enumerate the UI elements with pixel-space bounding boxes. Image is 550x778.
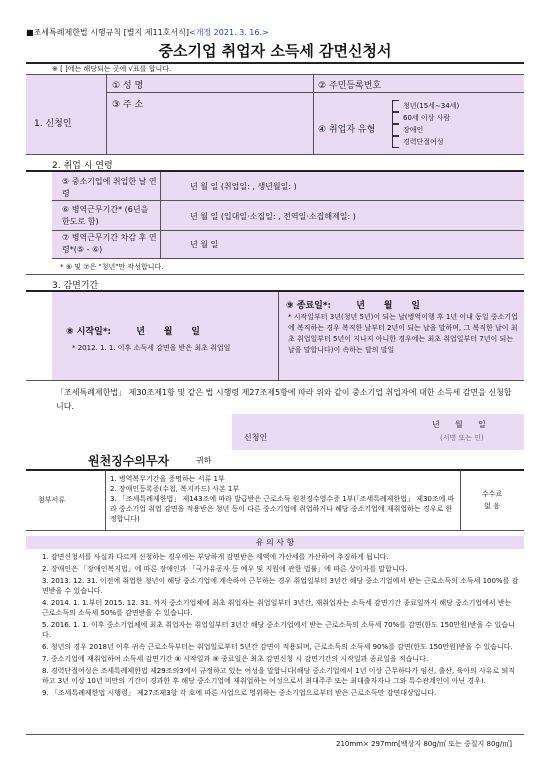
sign-field[interactable]: (서명 또는 인) [440, 434, 484, 442]
sec1-fields [106, 92, 524, 154]
divider [26, 274, 524, 275]
attachments-list [110, 474, 456, 524]
sec3-label: 3. 감면기간 [52, 281, 99, 291]
divider [105, 470, 106, 530]
note-item: 6. 청년의 경우 2018년 이후 귀속 근로소득부터는 취업일로부터 5년간 감면이 적용되며, 근로소득의 소득세 90%를 감면(한도 150만원)받을 수 있습니다. [42, 643, 513, 651]
note-item: 3. 2013. 12. 31. 이전에 취업한 청년이 해당 중소기업에 계속하여 근무하는 경우 취업일부터 3년간 해당 중소기업에서 받는 근로소득의 소득세 100%를 감면받을 수 있습니다. [42, 577, 519, 595]
recipient-suffix: 귀하 [196, 456, 212, 465]
note-item: 9. 「조세특례제한법 시행령」 제27조제3항 각 호에 따른 사업으로 영위하는 중소기업으로부터 받은 근로소득만 감면대상입니다. [42, 689, 437, 697]
divider [26, 469, 524, 471]
fee-value: 없 음 [484, 502, 500, 510]
fee-label: 수수료 [481, 490, 503, 498]
sec2-label: 2. 취업 시 연령 [52, 161, 113, 171]
type-option-disabled[interactable]: 장애인 [392, 124, 459, 136]
type-label: ④ 취업자 유형 [318, 125, 376, 135]
divider [52, 258, 524, 259]
row5-value[interactable]: 년 월 일 (취업일: , 생년월일: ) [190, 182, 297, 191]
note-item: 2. 장애인은 「장애인복지법」에 따른 장애인과 「국가유공자 등 예우 및 지원에 관한 법률」에 따른 상이자를 말합니다. [42, 565, 408, 573]
divider [460, 470, 461, 530]
declaration-date[interactable]: 년 월 일 [432, 420, 486, 429]
type-option-youth[interactable]: 청년(15세∼34세) [392, 100, 459, 112]
instruction: ※ [ ]에는 해당되는 곳에 √표를 합니다. [52, 65, 172, 73]
divider [26, 154, 524, 155]
row5-label: ⑤ 중소기업에 취업한 날 연령 [62, 177, 157, 198]
paper-spec: 210mm× 297mm[백상지 80g/㎡ 또는 중질지 80g/㎡] [336, 740, 512, 748]
attachment-item: 3. 「조세특례제한법」 제143조에 따라 발급받은 근로소득 원천징수영수증 1부(「조세특례제한법」 제30조에 따라 중소기업 취업 감면을 적용받은 청년 등이 다른 중소기업에 취업하거나 해당 중소기업에 재취업하는 경우로 한정합니다) [110, 495, 455, 523]
notes-list [42, 552, 520, 700]
type-option-career-break[interactable]: 경력단절여성 [392, 136, 459, 148]
note-item: 7. 중소기업에 재취업하여 소득세 감면기간 ⑧ 시작일과 ⑨ 종료일은 최초 감면신청 시 감면기간의 시작일과 종료일을 적습니다. [42, 655, 429, 663]
applicant-label: 신청인 [244, 433, 268, 442]
divider [313, 75, 314, 92]
attachments-label: 첨부서류 [38, 496, 66, 504]
sec1-row1-left [26, 75, 106, 92]
note-item: 8. 경력단절여성은 조세특례제한법 제29조의3에서 규정하고 있는 여성을 말합니다(해당 중소기업에서 1년 이상 근무하다가 임신, 출산, 육아의 사유로 퇴직하고 3년 이상 10년 미만의 기간이 경과한 후 해당 중소기업에 재취업하는 여성으로서 최대주주 또는 최대출자자나 그와 특수관계인이 아닌 경우). [42, 667, 515, 685]
note-item: 4. 2014. 1. 1.부터 2015. 12. 31. 까지 중소기업체에 최초 취업자는 취업일부터 3년간, 재취업자는 소득세 감면기간 종료일까지 해당 중소기업에서 받는 근로소득의 소득세 50%를 감면받을 수 있습니다. [42, 599, 512, 617]
start-note: * 2012. 1. 1. 이후 소득세 감면을 받은 최초 취업일 [72, 344, 231, 352]
rrn-field-label[interactable]: ② 주민등록번호 [318, 81, 382, 91]
divider [106, 92, 524, 93]
note-item: 5. 2016. 1. 1. 이후 중소기업체에 최초 취업자는 취업일부터 3년간 해당 중소기업에서 받는 근로소득의 소득세 70%를 감면(한도 150만원)받을 수 있습니다. [42, 621, 515, 639]
address-field-label[interactable]: ③ 주 소 [112, 100, 144, 110]
recipient: 원천징수의무자 [88, 454, 170, 468]
sec1-row1 [106, 75, 524, 92]
row7-label: ⑦ 병역근무기간 차감 후 연령*(⑤ - ⑥) [62, 233, 157, 254]
row7-value[interactable]: 년 월 일 [190, 240, 219, 249]
divider [160, 172, 161, 258]
page-title: 중소기업 취업자 소득세 감면신청서 [158, 42, 392, 60]
divider [52, 230, 524, 231]
type-option-senior[interactable]: 60세 이상 사람 [392, 112, 459, 124]
sec1-label: 1. 신청인 [34, 119, 72, 129]
start-date-field[interactable]: ⑧ 시작일*: 년 월 일 [66, 327, 200, 337]
row6-label: ⑥ 병역근무기간* (6년을 한도로 함) [62, 205, 149, 226]
divider [26, 734, 524, 735]
form-ref: ■조세특례제한법 시행규칙 [별지 제11호서식]<개정 2021. 3. 16.> [26, 28, 269, 37]
row6-value[interactable]: 년 월 일 (입대일·소집일: , 전역일·소집해제일: ) [190, 212, 356, 221]
attachment-item: 1. 병역복무기간을 증명하는 서류 1부 [110, 475, 225, 483]
divider [106, 75, 107, 154]
sec2-note: * ⑥ 및 ⑦은 "청년"만 작성합니다. [60, 263, 164, 271]
divider [26, 530, 524, 531]
notes-title: 유 의 사 항 [26, 536, 524, 549]
end-note: * 시작일부터 3년(청년 5년)이 되는 날(병역이행 후 1년 이내 동일 중소기업에 복직하는 경우 복직한 날부터 2년이 되는 날을 말하며, 그 복직한 날이 최초 취업일부터 5년이 지나지 아니한 경우에는 최초 취업일부터 7년이 되는 날을 말합니다)이 속하는 달의 말일 [288, 313, 518, 354]
type-options[interactable] [392, 100, 459, 148]
divider [313, 92, 314, 154]
divider [278, 292, 279, 380]
end-date-field[interactable]: ⑨ 종료일*: 년 월 일 [286, 301, 420, 311]
declaration-text: 「조세특례제한법」 제30조제1항 및 같은 법 시행령 제27조제5항에 따라 위와 같이 중소기업 취업자에 대한 소득세 감면을 신청합니다. [56, 388, 512, 411]
attachment-item: 2. 장애인등록증(수첩, 복지카드) 사본 1부 [110, 485, 240, 493]
name-field-label[interactable]: ① 성 명 [112, 81, 144, 91]
divider [26, 380, 524, 381]
note-item: 1. 감면신청서를 사실과 다르게 신청하는 경우에는 부당하게 감면받은 세액에 가산세를 가산하여 추징하게 됩니다. [42, 553, 389, 561]
divider [52, 200, 524, 201]
